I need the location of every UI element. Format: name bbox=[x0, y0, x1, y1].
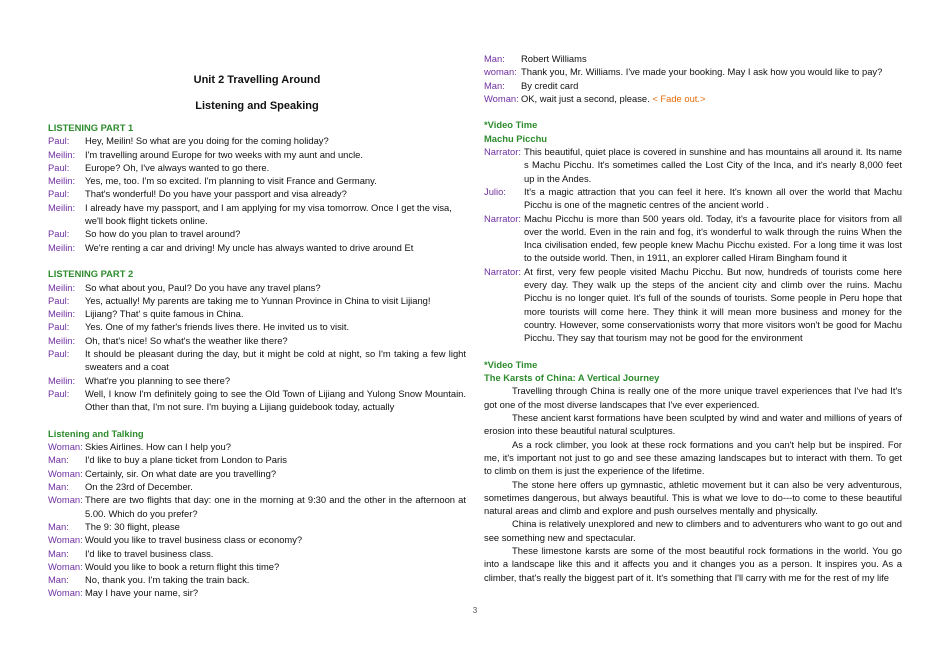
transcript-paragraph: These ancient karst formations have been sculpted by wind and water and millions of years of erosion into these beautiful natural sculptures. bbox=[484, 412, 902, 437]
dialogue-text: What're you planning to see there? bbox=[85, 374, 231, 386]
speaker-label: Meilin: bbox=[48, 308, 76, 320]
speaker-label: Woman: bbox=[48, 467, 83, 479]
dialogue-text: I'm travelling around Europe for two weeks with my aunt and uncle. bbox=[85, 148, 363, 160]
dialogue-line bbox=[48, 480, 466, 493]
dialogue-text: Well, I know I'm definitely going to see the Old Town of Lijiang and Yulong Snow Mountain. Other than that, I'm not sure. I'm buying a Lijiang guidebook today, actually bbox=[85, 387, 466, 413]
unit-title: Unit 2 Travelling Around bbox=[193, 74, 321, 86]
video-time-label-2: *Video Time bbox=[484, 358, 538, 370]
dialogue-text: Europe? Oh, I've always wanted to go there. bbox=[85, 161, 270, 173]
dialogue-text: I'd like to travel business class. bbox=[85, 547, 214, 559]
dialogue-text: Machu Picchu is more than 500 years old. Today, it's a favourite place for visitors from all over the world. Even in the rain and fog, it's wonderful to walk through the ruins When the Inca civilisation ended, few people knew Machu Picchu existed. For a long time it was lost to the outside world. Then, in 1911, an explorer called Hiram Bingham found it bbox=[524, 212, 902, 264]
speaker-label: Man: bbox=[484, 53, 505, 64]
dialogue-text: Yes. One of my father's friends lives there. He invited us to visit. bbox=[85, 321, 350, 333]
dialogue-line bbox=[484, 212, 902, 265]
dialogue-line bbox=[48, 148, 466, 161]
dialogue-line bbox=[484, 92, 902, 105]
dialogue-line bbox=[484, 65, 902, 78]
listening-part2-heading: LISTENING PART 2 bbox=[48, 268, 134, 280]
speaker-label: Meilin: bbox=[48, 241, 76, 253]
dialogue-text: So what about you, Paul? Do you have any travel plans? bbox=[85, 281, 321, 293]
dialogue-line bbox=[48, 281, 466, 294]
listening-part2-dialogue bbox=[48, 281, 466, 414]
dialogue-line bbox=[484, 185, 902, 212]
transcript-paragraph: The stone here offers up gymnastic, athletic movement but it can also be very adventurous, sometimes dangerous, but always beautiful. This is what we love to do---to come to these beautiful natural areas and climb and explore and push ourselves mentally and physically. bbox=[484, 478, 902, 517]
section-subtitle: Listening and Speaking bbox=[195, 100, 319, 112]
listening-talking-dialogue bbox=[48, 440, 466, 600]
right-column bbox=[484, 52, 902, 584]
dialogue-line bbox=[48, 387, 466, 414]
speaker-label: Narrator: bbox=[484, 265, 521, 277]
transcript-paragraph: These limestone karsts are some of the most beautiful rock formations in the world. You go into a landscape like this and it affects you and it changes you as a person. It inspires you. As a climber, that's really the biggest part of it. It's something that I'll carry with me for the rest of my life bbox=[484, 544, 902, 583]
speaker-label: Narrator: bbox=[484, 146, 521, 158]
dialogue-line bbox=[48, 294, 466, 307]
speaker-label: Meilin: bbox=[48, 334, 76, 346]
dialogue-line bbox=[48, 453, 466, 466]
dialogue-text: On the 23rd of December. bbox=[85, 481, 193, 493]
dialogue-text: Robert Williams bbox=[521, 53, 587, 64]
dialogue-text: Thank you, Mr. Williams. I've made your booking. May I ask how you would like to pay? bbox=[521, 66, 883, 78]
transcript-paragraph: Travelling through China is really one of the more unique travel experiences that I've had It's got one of the most diverse landscapes that I've ever experienced. bbox=[484, 385, 902, 410]
dialogue-line bbox=[48, 467, 466, 480]
dialogue-text: No, thank you. I'm taking the train back. bbox=[85, 574, 250, 586]
dialogue-text: It's a magic attraction that you can feel it here. It's known all over the world that Machu Picchu is one of the magnetic centres of the ancient world . bbox=[524, 185, 902, 211]
dialogue-line bbox=[484, 265, 902, 345]
karsts-title: The Karsts of China: A Vertical Journey bbox=[484, 372, 660, 384]
dialogue-text: Skies Airlines. How can I help you? bbox=[85, 441, 231, 453]
speaker-label: Julio: bbox=[484, 185, 506, 197]
dialogue-line bbox=[48, 134, 466, 147]
dialogue-line bbox=[484, 52, 902, 65]
dialogue-text: It should be pleasant during the day, but it might be cold at night, so I'm taking a few light sweaters and a coat bbox=[85, 348, 466, 373]
speaker-label: Woman: bbox=[48, 560, 83, 572]
dialogue-text: The 9: 30 flight, please bbox=[85, 520, 180, 532]
speaker-label: Paul: bbox=[48, 387, 70, 399]
dialogue-line bbox=[484, 145, 902, 185]
speaker-label: Man: bbox=[484, 79, 505, 91]
speaker-label: Paul: bbox=[48, 135, 70, 147]
dialogue-line bbox=[48, 227, 466, 240]
dialogue-text: Yes, me, too. I'm so excited. I'm planning to visit France and Germany. bbox=[85, 175, 377, 187]
speaker-label: Woman: bbox=[48, 587, 83, 599]
speaker-label: Meilin: bbox=[48, 148, 76, 160]
listening-part1-heading: LISTENING PART 1 bbox=[48, 122, 134, 133]
listening-talking-heading: Listening and Talking bbox=[48, 427, 144, 439]
dialogue-line bbox=[48, 560, 466, 573]
dialogue-text: This beautiful, quiet place is covered in sunshine and has mountains all around it. Its name s Machu Picchu. It's sometimes called the Lost City of the Inca, and it's nearly 8,000 feet up in the Andes. bbox=[524, 146, 902, 184]
dialogue-text: Lijiang? That' s quite famous in China. bbox=[85, 308, 244, 320]
dialogue-line bbox=[48, 334, 466, 347]
dialogue-text: I already have my passport, and I am applying for my visa tomorrow. Once I get the visa, we'll book flight tickets online. bbox=[85, 201, 452, 227]
dialogue-text: We're renting a car and driving! My uncle has always wanted to drive around Et bbox=[85, 241, 414, 253]
dialogue-line bbox=[484, 79, 902, 92]
dialogue-text: That's wonderful! Do you have your passport and visa already? bbox=[85, 188, 347, 200]
machu-picchu-title: Machu Picchu bbox=[484, 132, 548, 144]
dialogue-line bbox=[48, 201, 466, 228]
dialogue-text: Would you like to book a return flight this time? bbox=[85, 560, 280, 572]
speaker-label: Woman: bbox=[48, 441, 83, 453]
dialogue-text: Would you like to travel business class or economy? bbox=[85, 534, 303, 546]
dialogue-line bbox=[48, 547, 466, 560]
dialogue-text: At first, very few people visited Machu Picchu. But now, hundreds of tourists come here every day. They walk up the steps of the ancient city and climb over the ruins. Machu Picchu is no longer quiet. It's full of the sounds of tourists. Some people in Peru hope that more tourists will come here. They think it will mean more business and money for the country. However, some conservationists worry that more visitors won't be good for Machu Picchu. They say that tourism may not be good for the environment bbox=[524, 265, 902, 344]
speaker-label: Meilin: bbox=[48, 175, 76, 187]
dialogue-line bbox=[48, 520, 466, 533]
booking-dialogue-continued bbox=[484, 52, 902, 105]
dialogue-line bbox=[48, 374, 466, 387]
dialogue-line bbox=[48, 573, 466, 586]
stage-direction: < Fade out.> bbox=[652, 92, 706, 104]
dialogue-line bbox=[48, 493, 466, 520]
transcript-paragraph: China is relatively unexplored and new to climbers and to adventurers who want to go out and see something new and spectacular. bbox=[484, 518, 902, 543]
dialogue-text: Certainly, sir. On what date are you travelling? bbox=[85, 467, 277, 479]
dialogue-text: OK, wait just a second, please. bbox=[521, 92, 650, 104]
speaker-label: Woman: bbox=[484, 92, 519, 104]
transcript-paragraph: As a rock climber, you look at these rock formations and you can't help but be inspired. For me, it's important not just to go and see these amazing landscapes but to interact with them. To get to climb on them is just the experience of the lifetime. bbox=[484, 438, 902, 477]
karsts-transcript bbox=[484, 384, 902, 583]
dialogue-line bbox=[48, 174, 466, 187]
speaker-label: Meilin: bbox=[48, 374, 76, 386]
speaker-label: Man: bbox=[48, 547, 69, 559]
dialogue-text: May I have your name, sir? bbox=[85, 587, 199, 599]
dialogue-line bbox=[48, 307, 466, 320]
speaker-label: Meilin: bbox=[48, 201, 76, 213]
speaker-label: Man: bbox=[48, 454, 69, 466]
dialogue-line bbox=[48, 320, 466, 333]
speaker-label: Paul: bbox=[48, 161, 70, 173]
page-number: 3 bbox=[472, 606, 478, 615]
speaker-label: Paul: bbox=[48, 348, 70, 360]
speaker-label: woman: bbox=[484, 66, 517, 78]
speaker-label: Paul: bbox=[48, 228, 70, 240]
left-column bbox=[48, 0, 466, 600]
speaker-label: Narrator: bbox=[484, 212, 521, 224]
dialogue-line bbox=[48, 586, 466, 599]
dialogue-text: Yes, actually! My parents are taking me to Yunnan Province in China to visit Lijiang! bbox=[85, 294, 431, 306]
dialogue-line bbox=[48, 347, 466, 374]
dialogue-line bbox=[48, 440, 466, 453]
speaker-label: Man: bbox=[48, 574, 69, 586]
speaker-label: Woman: bbox=[48, 494, 83, 506]
video-time-label: *Video Time bbox=[484, 119, 538, 131]
speaker-label: Paul: bbox=[48, 321, 70, 333]
dialogue-text: Oh, that's nice! So what's the weather like there? bbox=[85, 334, 288, 346]
dialogue-line bbox=[48, 241, 466, 254]
speaker-label: Man: bbox=[48, 481, 69, 493]
dialogue-text: Hey, Meilin! So what are you doing for the coming holiday? bbox=[85, 135, 329, 147]
dialogue-text: I'd like to buy a plane ticket from London to Paris bbox=[85, 454, 287, 466]
listening-part1-dialogue bbox=[48, 134, 466, 254]
speaker-label: Meilin: bbox=[48, 281, 76, 293]
speaker-label: Woman: bbox=[48, 534, 83, 546]
dialogue-text: There are two flights that day: one in the morning at 9:30 and the other in the afternoon at 5.00. Which do you prefer? bbox=[85, 494, 466, 519]
machu-picchu-transcript bbox=[484, 145, 902, 344]
dialogue-line bbox=[48, 161, 466, 174]
speaker-label: Man: bbox=[48, 520, 69, 532]
dialogue-text: So how do you plan to travel around? bbox=[85, 228, 241, 240]
dialogue-line bbox=[48, 187, 466, 200]
dialogue-text: By credit card bbox=[521, 79, 579, 91]
speaker-label: Paul: bbox=[48, 188, 70, 200]
dialogue-line bbox=[48, 533, 466, 546]
speaker-label: Paul: bbox=[48, 294, 70, 306]
